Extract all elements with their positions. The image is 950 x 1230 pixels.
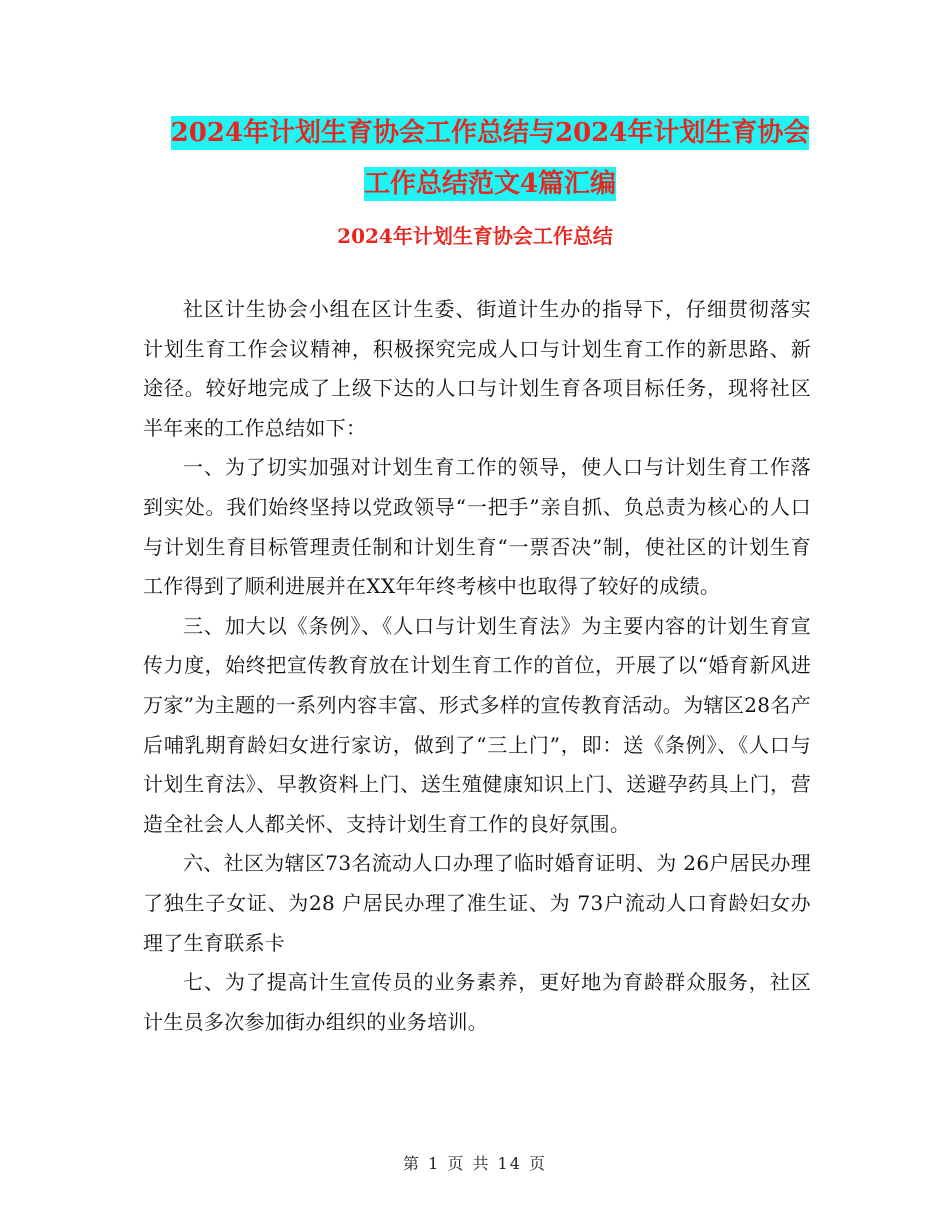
paragraph-intro: 社区计生协会小组在区计生委、街道计生办的指导下，仔细贯彻落实计划生育工作会议精神，积极探究完成人口与计划生育工作的新思路、新途径。较好地完成了上级下达的人口与计划生育各项目标任务，现将社区半年来的工作总结如下：: [143, 297, 811, 440]
document-body: [143, 290, 811, 1042]
document-title-line-2: 工作总结范文4篇汇编: [363, 169, 617, 199]
document-title-line-1: 2024年计划生育协会工作总结与2024年计划生育协会: [170, 118, 810, 148]
section-heading: 2024年计划生育协会工作总结: [337, 224, 613, 248]
paragraph-item-1: 一、为了切实加强对计划生育工作的领导，使人口与计划生育工作落到实处。我们始终坚持以党政领导“一把手”亲自抓、负总责为核心的人口与计划生育目标管理责任制和计划生育“一票否决”制，使社区的计划生育工作得到了顺利进展并在XX年年终考核中也取得了较好的成绩。: [143, 455, 811, 599]
paragraph-item-6: 六、社区为辖区73名流动人口办理了临时婚育证明、为 26户居民办理了独生子女证、为28 户居民办理了准生证、为 73户流动人口育龄妇女办理了生育联系卡: [143, 851, 811, 955]
paragraph-item-7: 七、为了提高计生宣传员的业务素养，更好地为育龄群众服务，社区计生员多次参加街办组织的业务培训。: [143, 970, 811, 1034]
document-title: [140, 108, 840, 210]
page-number-footer: 第 1 页 共 14 页: [403, 1154, 547, 1173]
paragraph-item-3: 三、加大以《条例》、《人口与计划生育法》为主要内容的计划生育宣传力度，始终把宣传教育放在计划生育工作的首位，开展了以“婚育新风进万家”为主题的一系列内容丰富、形式多样的宣传教育活动。为辖区28名产后哺乳期育龄妇女进行家访，做到了“三上门”，即：送《条例》、《人口与计划生育法》、早教资料上门、送生殖健康知识上门、送避孕药具上门，营造全社会人人都关怀、支持计划生育工作的良好氛围。: [143, 613, 811, 836]
